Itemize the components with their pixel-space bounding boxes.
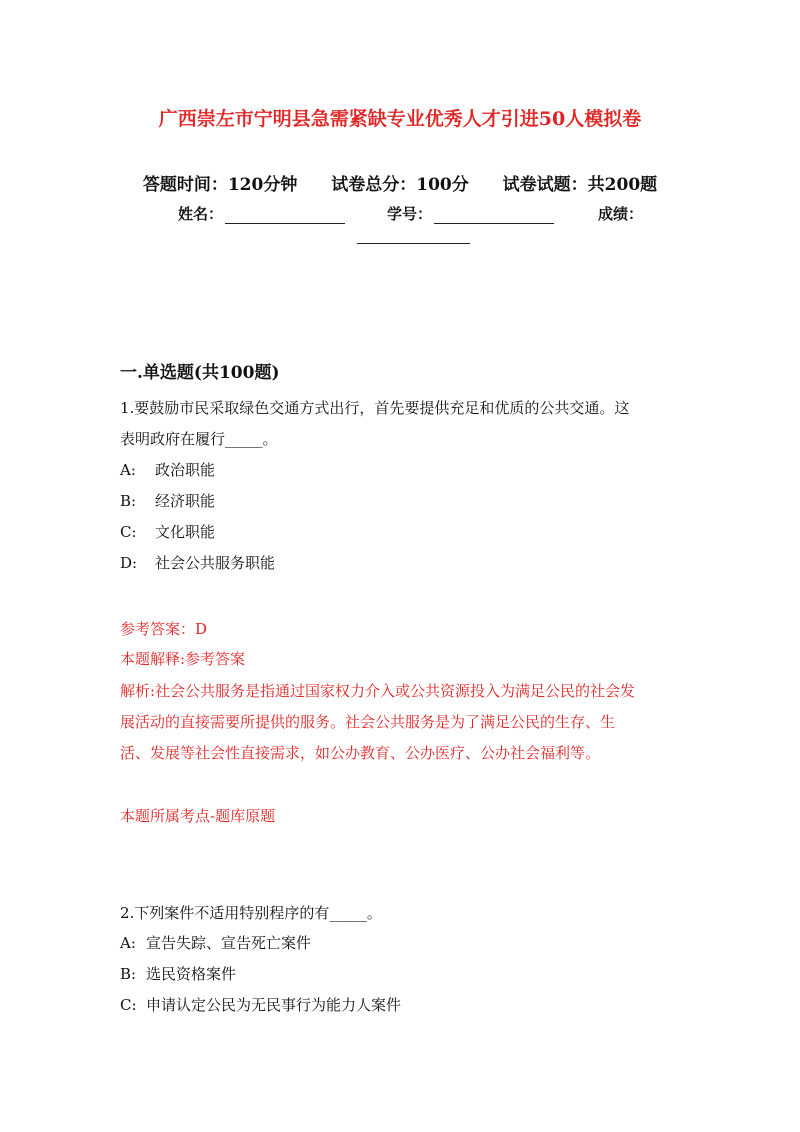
exam-meta xyxy=(0,170,800,195)
option-text: 政治职能 xyxy=(155,461,216,479)
name-label: 姓名： xyxy=(178,205,224,223)
option-key: B: xyxy=(120,965,137,983)
option-key: C: xyxy=(120,523,137,541)
question-2-option-c xyxy=(120,990,402,1020)
question-1-option-d xyxy=(120,548,276,578)
option-key: B: xyxy=(120,492,137,510)
score-blank-line xyxy=(355,225,470,244)
question-1-analysis-line-3: 活、发展等社会性直接需求，如公办教育、公办医疗、公办社会福利等。 xyxy=(120,744,601,762)
question-1-analysis-line-1: 解析:社会公共服务是指通过国家权力介入或公共资源投入为满足公民的社会发 xyxy=(120,682,636,700)
score-label: 成绩： xyxy=(598,205,644,223)
option-key: D: xyxy=(120,554,138,572)
id-blank xyxy=(434,207,554,224)
question-1-analysis-line-2: 展活动的直接需要所提供的服务。社会公共服务是为了满足公民的生存、生 xyxy=(120,713,616,731)
name-field xyxy=(178,203,345,224)
question-1-option-b xyxy=(120,486,216,516)
option-text: 文化职能 xyxy=(155,523,216,541)
question-1-topic: 本题所属考点-题库原题 xyxy=(120,807,276,825)
question-1-stem-line-2: 表明政府在履行_____。 xyxy=(120,430,278,448)
question-1-answer: 参考答案：D xyxy=(120,620,208,638)
option-key: A: xyxy=(120,461,136,479)
question-1-stem-line-1: 1.要鼓励市民采取绿色交通方式出行，首先要提供充足和优质的公共交通。这 xyxy=(120,399,630,417)
exam-total-score: 试卷总分：100分 xyxy=(331,175,469,195)
option-text: 申请认定公民为无民事行为能力人案件 xyxy=(146,996,402,1014)
option-text: 社会公共服务职能 xyxy=(155,554,276,572)
question-1-explain-heading: 本题解释:参考答案 xyxy=(120,650,246,668)
option-text: 宣告失踪、宣告死亡案件 xyxy=(146,934,312,952)
id-label: 学号： xyxy=(387,205,433,223)
section-title: 一.单选题(共100题) xyxy=(120,363,280,383)
exam-time: 答题时间：120分钟 xyxy=(142,175,298,195)
option-key: C: xyxy=(120,996,137,1014)
id-field xyxy=(387,203,554,224)
name-blank xyxy=(225,207,345,224)
exam-question-count: 试卷试题：共200题 xyxy=(502,175,658,195)
question-2-option-a xyxy=(120,928,312,958)
question-1-option-a xyxy=(120,455,216,485)
option-key: A: xyxy=(120,934,136,952)
score-field xyxy=(598,203,643,224)
document-title: 广西崇左市宁明县急需紧缺专业优秀人才引进50人模拟卷 xyxy=(158,108,642,130)
question-2-stem: 2.下列案件不适用特别程序的有_____。 xyxy=(120,904,382,922)
score-blank xyxy=(357,227,470,244)
option-text: 经济职能 xyxy=(155,492,216,510)
question-1-option-c xyxy=(120,517,216,547)
question-2-option-b xyxy=(120,959,237,989)
option-text: 选民资格案件 xyxy=(146,965,237,983)
